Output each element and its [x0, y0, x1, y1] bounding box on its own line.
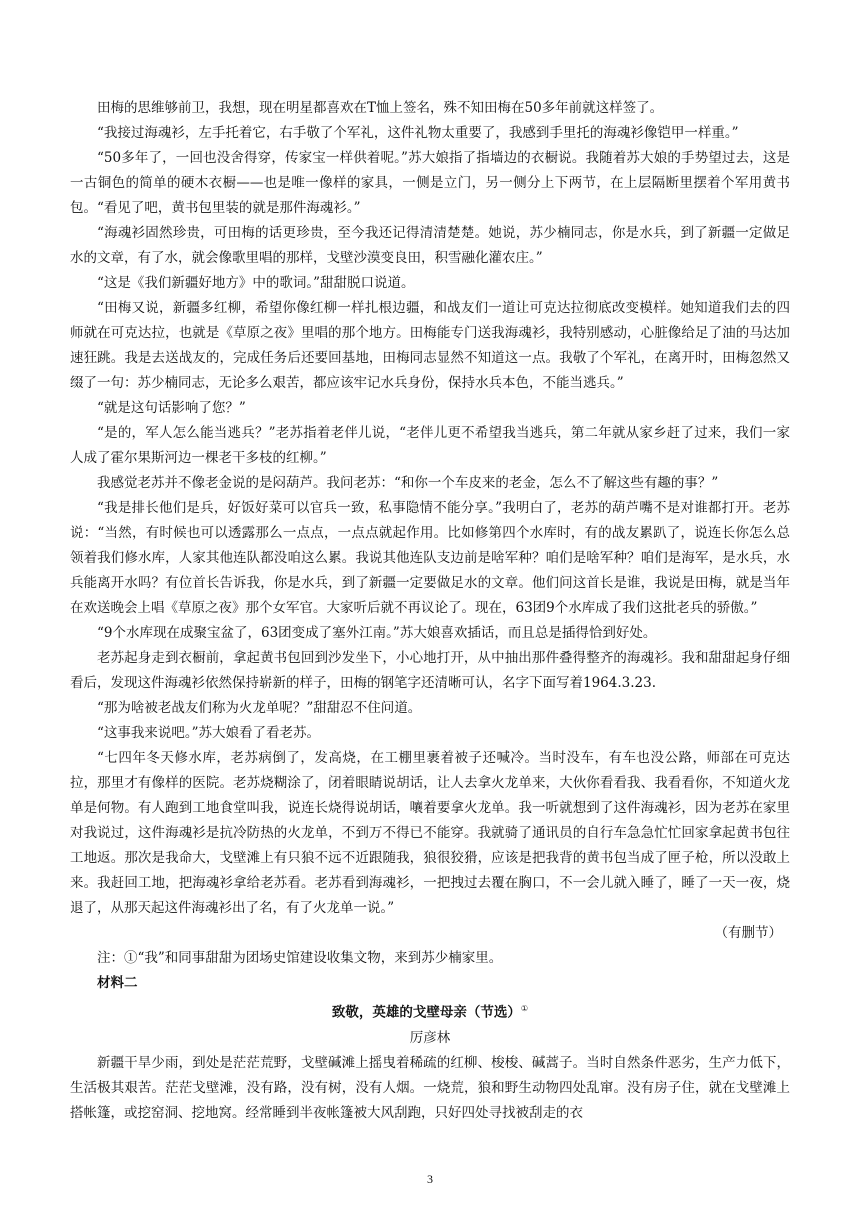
material-2-title-text: 致敬，英雄的戈壁母亲（节选） [331, 1004, 521, 1021]
paragraph-6: “田梅又说，新疆多红柳，希望你像红柳一样扎根边疆，和战友们一道让可克达拉彻底改变模样。她知道我们去的四师就在可克达拉，也就是《草原之夜》里唱的那个地方。田梅能专门送我海魂衫，我特别感动，心脏像给足了油的马达加速狂跳。我是去送战友的，完成任务后还要回基地，田梅同志显然不知道这一点。我敬了个军礼，在离开时，田梅忽然又缀了一句：苏少楠同志，无论多么艰苦，都应该牢记水兵身份，保持水兵本色，不能当逃兵。” [70, 300, 790, 391]
footnote-mark: ① [520, 1004, 529, 1013]
footnote: 注：①“我”和同事甜甜为团场史馆建设收集文物，来到苏少楠家里。 [97, 950, 503, 966]
paragraph-15: “七四年冬天修水库，老苏病倒了，发高烧，在工棚里裹着被子还喊冷。当时没车，有车也没公路，师部在可克达拉，那里才有像样的医院。老苏烧糊涂了，闭着眼睛说胡话，让人去拿火龙单来，大伙你看看我、我看看你，不知道火龙单是何物。有人跑到工地食堂叫我，说连长烧得说胡话，嚷着要拿火龙单。我一听就想到了这件海魂衫，因为老苏在家里对我说过，这件海魂衫是抗冷防热的火龙单，不到万不得已不能穿。我就骑了通讯员的自行车急急忙忙回家拿起黄书包往工地返。那次是我命大，戈壁滩上有只狼不远不近跟随我，狼很狡猾，应该是把我背的黄书包当成了匣子枪，所以没敢上来。我赶回工地，把海魂衫拿给老苏看。老苏看到海魂衫，一把拽过去覆在胸口，不一会儿就入睡了，睡了一天一夜，烧退了，从那天起这件海魂衫出了名，有了火龙单一说。” [70, 750, 790, 916]
paragraph-9: 我感觉老苏并不像老金说的是闷葫芦。我问老苏：“和你一个车皮来的老金，怎么不了解这些有趣的事？” [97, 475, 719, 491]
abridged-note: （有删节） [714, 925, 782, 941]
page-number: 3 [427, 1172, 433, 1186]
paragraph-2: “我接过海魂衫，左手托着它，右手敬了个军礼，这件礼物太重要了，我感到手里托的海魂衫像铠甲一样重。” [97, 125, 739, 141]
material-2-title [70, 996, 790, 1026]
document-page [70, 96, 790, 1126]
paragraph-14: “这事我来说吧。”苏大娘看了看老苏。 [97, 725, 321, 741]
paragraph-1: 田梅的思维够前卫，我想，现在明星都喜欢在T恤上签名，殊不知田梅在50多年前就这样签了。 [97, 100, 664, 116]
paragraph-11: “9个水库现在成聚宝盆了，63团变成了塞外江南。”苏大娘喜欢插话，而且总是插得恰到好处。 [97, 625, 657, 641]
paragraph-12: 老苏起身走到衣橱前，拿起黄书包回到沙发坐下，小心地打开，从中抽出那件叠得整齐的海魂衫。我和甜甜起身仔细看后，发现这件海魂衫依然保持崭新的样子，田梅的钢笔字还清晰可认，名字下面写着1964.3.23. [70, 650, 790, 691]
paragraph-8: “是的，军人怎么能当逃兵？”老苏指着老伴儿说，“老伴儿更不希望我当逃兵，第二年就从家乡赶了过来，我们一家人成了霍尔果斯河边一棵老干多枝的红柳。” [70, 425, 790, 466]
paragraph-10: “我是排长他们是兵，好饭好菜可以官兵一致，私事隐情不能分享。”我明白了，老苏的葫芦嘴不是对谁都打开。老苏说：“当然，有时候也可以透露那么一点点，一点点就起作用。比如修第四个水库时，有的战友累趴了，说连长你怎么总领着我们修水库，人家其他连队都没咱这么累。我说其他连队支边前是啥军种？咱们是啥军种？咱们是海军，是水兵，水兵能离开水吗？有位首长告诉我，你是水兵，到了新疆一定要做足水的文章。他们问这首长是谁，我说是田梅，就是当年在欢送晚会上唱《草原之夜》那个女军官。大家听后就不再议论了。现在，63团9个水库成了我们这批老兵的骄傲。” [70, 500, 790, 616]
paragraph-3: “50多年了，一回也没舍得穿，传家宝一样供着呢。”苏大娘指了指墙边的衣橱说。我随着苏大娘的手势望过去，这是一古铜色的简单的硬木衣橱——也是唯一像样的家具，一侧是立门，另一侧分上下两节，在上层隔断里摆着个军用黄书包。“看见了吧，黄书包里装的就是那件海魂衫。” [70, 150, 790, 216]
material-2-label: 材料二 [97, 975, 138, 991]
paragraph-7: “就是这句话影响了您？” [97, 400, 246, 416]
material-2-author: 厉彦林 [409, 1029, 451, 1046]
paragraph-4: “海魂衫固然珍贵，可田梅的话更珍贵，至今我还记得清清楚楚。她说，苏少楠同志，你是水兵，到了新疆一定做足水的文章，有了水，就会像歌里唱的那样，戈壁沙漠变良田，积雪融化灌农庄。” [70, 225, 790, 266]
material-2-paragraph-1: 新疆干旱少雨，到处是茫茫荒野，戈壁碱滩上摇曳着稀疏的红柳、梭梭、碱蒿子。当时自然条件恶劣，生产力低下，生活极其艰苦。茫茫戈壁滩，没有路，没有树，没有人烟。一烧荒，狼和野生动物四处乱窜。没有房子住，就在戈壁滩上搭帐篷，或挖窑洞、挖地窝。经常睡到半夜帐篷被大风刮跑，只好四处寻找被刮走的衣 [70, 1054, 790, 1121]
paragraph-13: “那为啥被老战友们称为火龙单呢？”甜甜忍不住问道。 [97, 700, 422, 716]
paragraph-5: “这是《我们新疆好地方》中的歌词。”甜甜脱口说道。 [97, 275, 415, 291]
